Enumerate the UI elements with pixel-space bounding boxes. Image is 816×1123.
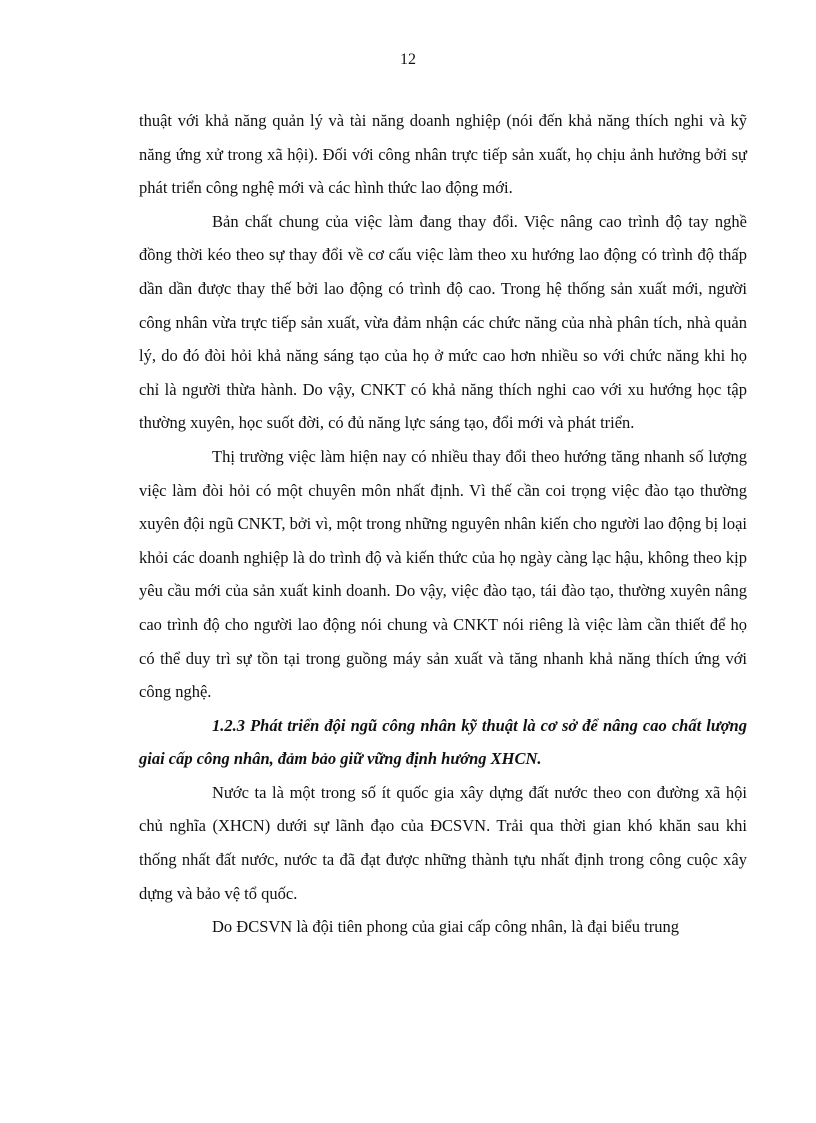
paragraph-labor-market: Thị trường việc làm hiện nay có nhiều thay đổi theo hướng tăng nhanh số lượng việc làm đòi hỏi có một chuyên môn nhất định. Vì thế cần coi trọng việc đào tạo thường xuyên đội ngũ CNKT, bởi vì, một trong những nguyên nhân kiến cho người lao động bị loại khỏi các doanh nghiệp là do trình độ và kiến thức của họ ngày càng lạc hậu, không theo kịp yêu cầu mới của sản xuất kinh doanh. Do vậy, việc đào tạo, tái đào tạo, thường xuyên nâng cao trình độ cho người lao động nói chung và CNKT nói riêng là việc làm cần thiết để họ có thể duy trì sự tồn tại trong guồng máy sản xuất và tăng nhanh khả năng thích ứng với công nghệ.: [139, 446, 747, 702]
section-heading-1-2-3: 1.2.3 Phát triển đội ngũ công nhân kỹ thuật là cơ sở để nâng cao chất lượng giai cấp công nhân, đảm bảo giữ vững định hướng XHCN.: [139, 715, 747, 769]
paragraph-continuation: thuật với khả năng quản lý và tài năng doanh nghiệp (nói đến khả năng thích nghi và kỹ năng ứng xử trong xã hội). Đối với công nhân trực tiếp sản xuất, họ chịu ảnh hưởng bởi sự phát triển công nghệ mới và các hình thức lao động mới.: [139, 111, 747, 198]
paragraph-party-vanguard: Do ĐCSVN là đội tiên phong của giai cấp công nhân, là đại biểu trung: [212, 917, 679, 937]
page-content: [139, 104, 747, 944]
paragraph-socialist-orientation: Nước ta là một trong số ít quốc gia xây dựng đất nước theo con đường xã hội chủ nghĩa (XHCN) dưới sự lãnh đạo của ĐCSVN. Trải qua thời gian khó khăn sau khi thống nhất đất nước, nước ta đã đạt được những thành tựu nhất định trong công cuộc xây dựng và bảo vệ tổ quốc.: [139, 782, 747, 903]
page-number: 12: [400, 51, 416, 68]
paragraph-nature-of-work: Bản chất chung của việc làm đang thay đổi. Việc nâng cao trình độ tay nghề đồng thời kéo theo sự thay đổi về cơ cấu việc làm theo xu hướng lao động có trình độ thấp dần dần được thay thế bởi lao động có trình độ cao. Trong hệ thống sản xuất mới, người công nhân vừa trực tiếp sản xuất, vừa đảm nhận các chức năng của nhà phân tích, nhà quản lý, do đó đòi hỏi khả năng sáng tạo của họ ở mức cao hơn nhiều so với chức năng khi họ chỉ là người thừa hành. Do vậy, CNKT có khả năng thích nghi cao với xu hướng học tập thường xuyên, học suốt đời, có đủ năng lực sáng tạo, đổi mới và phát triển.: [139, 211, 747, 433]
